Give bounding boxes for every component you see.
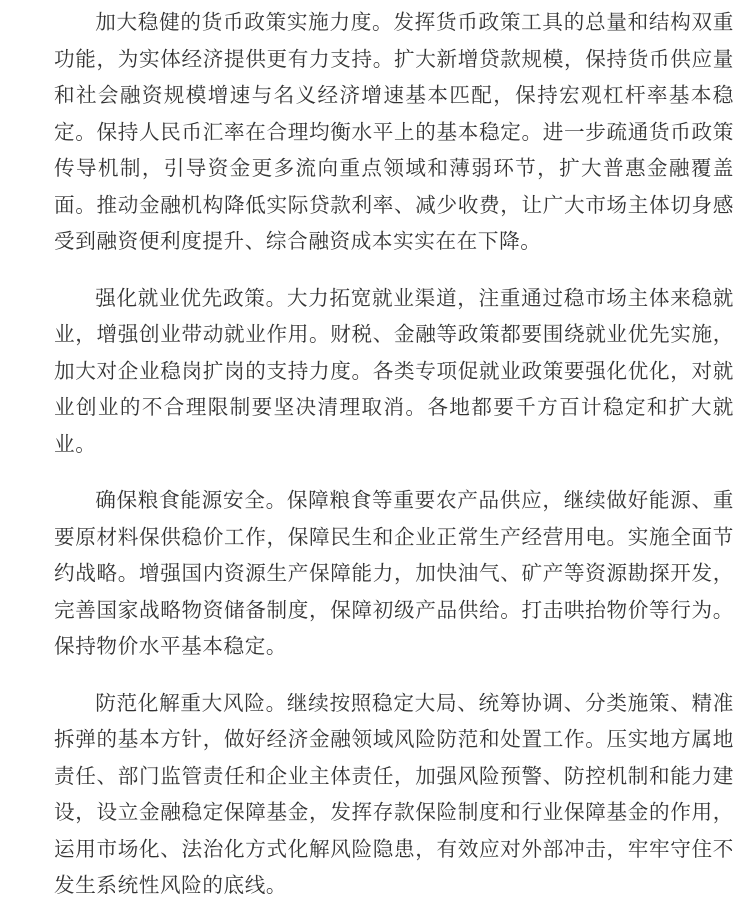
paragraph-monetary-policy: 加大稳健的货币政策实施力度。发挥货币政策工具的总量和结构双重功能，为实体经济提供更有力支持。扩大新增贷款规模，保持货币供应量和社会融资规模增速与名义经济增速基本匹配，保持宏观杠杆率基本稳定。保持人民币汇率在合理均衡水平上的基本稳定。进一步疏通货币政策传导机制，引导资金更多流向重点领域和薄弱环节，扩大普惠金融覆盖面。推动金融机构降低实际贷款利率、减少收费，让广大市场主体切身感受到融资便利度提升、综合融资成本实实在在下降。 [54,10,734,253]
paragraph-risk-prevention: 防范化解重大风险。继续按照稳定大局、统筹协调、分类施策、精准拆弹的基本方针，做好经济金融领域风险防范和处置工作。压实地方属地责任、部门监管责任和企业主体责任，加强风险预警、防控机制和能力建设，设立金融稳定保障基金，发挥存款保险制度和行业保障基金的作用，运用市场化、法治化方式化解风险隐患，有效应对外部冲击，牢牢守住不发生系统性风险的底线。 [54,690,734,897]
paragraph-employment-policy: 强化就业优先政策。大力拓宽就业渠道，注重通过稳市场主体来稳就业，增强创业带动就业作用。财税、金融等政策都要围绕就业优先实施，加大对企业稳岗扩岗的支持力度。各类专项促就业政策要强化优化，对就业创业的不合理限制要坚决清理取消。各地都要千方百计稳定和扩大就业。 [54,285,734,456]
paragraph-food-energy-security: 确保粮食能源安全。保障粮食等重要农产品供应，继续做好能源、重要原材料保供稳价工作，保障民生和企业正常生产经营用电。实施全面节约战略。增强国内资源生产保障能力，加快油气、矿产等资源勘探开发，完善国家战略物资储备制度，保障初级产品供给。打击哄抬物价等行为。保持物价水平基本稳定。 [54,488,734,658]
article-body [54,4,734,924]
